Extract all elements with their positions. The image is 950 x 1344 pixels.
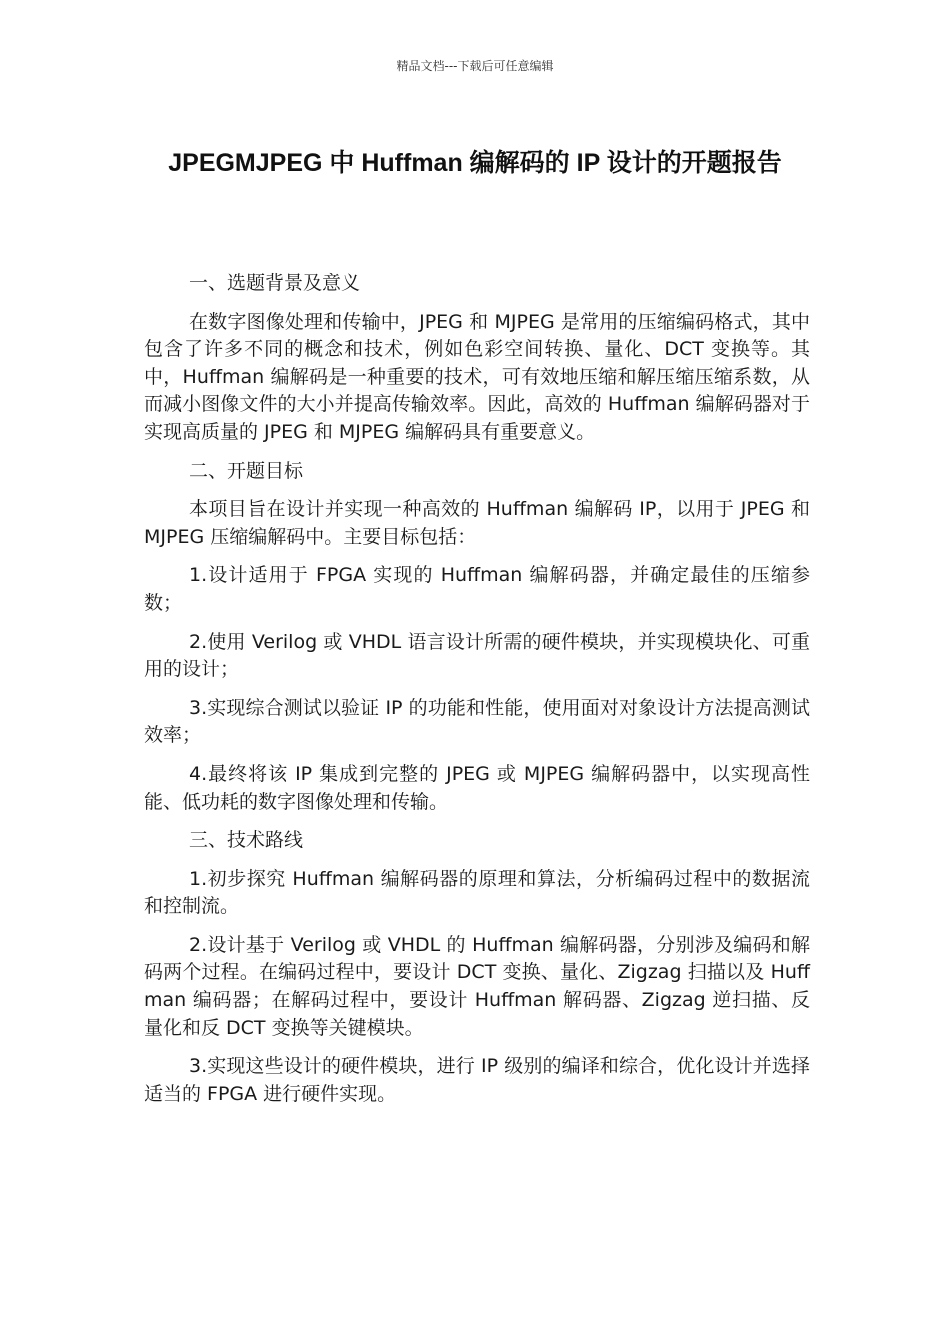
document-body [144,270,810,1119]
goals-intro-paragraph: 本项目旨在设计并实现一种高效的 Huffman 编解码 IP，以用于 JPEG 和 MJPEG 压缩编解码中。主要目标包括： [144,498,810,548]
section-heading-goals: 二、开题目标 [189,459,304,482]
goal-item-3: 3.实现综合测试以验证 IP 的功能和性能，使用面对对象设计方法提高测试效率； [144,696,810,747]
background-paragraph: 在数字图像处理和传输中，JPEG 和 MJPEG 是常用的压缩编码格式，其中包含了许多不同的概念和技术，例如色彩空间转换、量化、DCT 变换等。其中，Huffman 编解码是一种重要的技术，可有效地压缩和解压缩压缩系数，从而减小图像文件的大小并提高传输效率。因此，高效的 Huffman 编解码器对于实现高质量的 JPEG 和 MJPEG 编解码具有重要意义。 [144,310,810,443]
route-item-3: 3.实现这些设计的硬件模块，进行 IP 级别的编译和综合，优化设计并选择适当的 FPGA 进行硬件实现。 [144,1055,810,1105]
goal-item-2: 2.使用 Verilog 或 VHDL 语言设计所需的硬件模块，并实现模块化、可重用的设计； [144,630,810,681]
document-title: JPEGMJPEG 中 Huffman 编解码的 IP 设计的开题报告 [168,149,782,177]
route-item-1: 1.初步探究 Huffman 编解码器的原理和算法，分析编码过程中的数据流和控制流。 [144,867,810,918]
route-item-2: 2.设计基于 Verilog 或 VHDL 的 Huffman 编解码器，分别涉及编码和解码两个过程。在编码过程中，要设计 DCT 变换、量化、Zigzag 扫描以及 Huffman 编码器；在解码过程中，要设计 Huffman 解码器、Zigzag 逆扫描、反量化和反 DCT 变换等关键模块。 [144,933,810,1039]
goal-item-1: 1.设计适用于 FPGA 实现的 Huffman 编解码器，并确定最佳的压缩参数； [144,564,810,614]
section-heading-route: 三、技术路线 [189,829,304,852]
header-note: 精品文档---下载后可任意编辑 [396,59,554,73]
section-heading-background: 一、选题背景及意义 [189,272,361,294]
goal-item-4: 4.最终将该 IP 集成到完整的 JPEG 或 MJPEG 编解码器中，以实现高性能、低功耗的数字图像处理和传输。 [144,762,810,813]
